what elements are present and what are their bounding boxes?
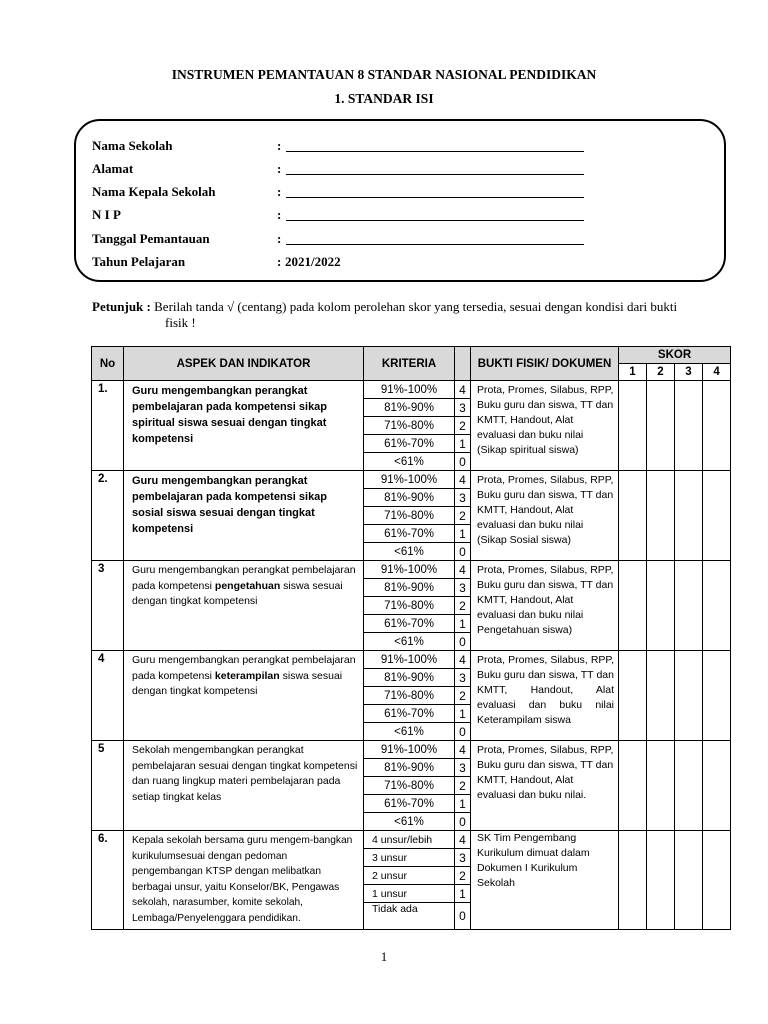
instructions bbox=[92, 299, 737, 331]
kriteria-score: 1 bbox=[455, 885, 471, 903]
kriteria-cell: 71%-80% bbox=[364, 687, 455, 705]
kriteria-cell: 91%-100% bbox=[364, 561, 455, 579]
info-label: N I P bbox=[92, 207, 121, 222]
row-number: 6. bbox=[92, 831, 124, 930]
skor-4-cell[interactable] bbox=[703, 381, 731, 471]
kriteria-cell: 91%-100% bbox=[364, 741, 455, 759]
skor-1-cell[interactable] bbox=[619, 741, 647, 831]
aspek-emphasis: pengetahuan bbox=[214, 579, 281, 592]
info-label: Tahun Pelajaran bbox=[92, 254, 186, 269]
skor-4-cell[interactable] bbox=[703, 471, 731, 561]
kriteria-score: 0 bbox=[455, 453, 471, 471]
tahun-value: 2021/2022 bbox=[285, 254, 341, 269]
kriteria-score: 4 bbox=[455, 561, 471, 579]
row-bukti: Prota, Promes, Silabus, RPP, Buku guru dan siswa, TT dan KMTT, Handout, Alat evaluasi dan buku nilai. bbox=[471, 741, 619, 831]
kriteria-score: 4 bbox=[455, 651, 471, 669]
table-row bbox=[92, 381, 731, 399]
row-aspek bbox=[124, 651, 364, 741]
kriteria-cell: <61% bbox=[364, 453, 455, 471]
skor-2-cell[interactable] bbox=[647, 471, 675, 561]
kriteria-cell: 71%-80% bbox=[364, 507, 455, 525]
kriteria-score: 2 bbox=[455, 417, 471, 435]
kriteria-cell: 71%-80% bbox=[364, 597, 455, 615]
document-subtitle: 1. STANDAR ISI bbox=[334, 91, 434, 106]
kriteria-score: 0 bbox=[455, 813, 471, 831]
kriteria-score: 1 bbox=[455, 705, 471, 723]
row-number: 4 bbox=[92, 651, 124, 741]
kriteria-score: 1 bbox=[455, 525, 471, 543]
row-aspek: Kepala sekolah bersama guru mengem-bangkan kurikulumsesuai dengan pedoman pengembangan KTSP dengan melibatkan berbagai unsur, yaitu Konselor/BK, Pengawas sekolah, narasumber, komite sekolah, Lembaga/Penyelenggara pendidikan. bbox=[124, 831, 364, 930]
fill-line[interactable] bbox=[286, 244, 584, 245]
kriteria-cell: 81%-90% bbox=[364, 489, 455, 507]
kriteria-cell: 61%-70% bbox=[364, 795, 455, 813]
fill-line[interactable] bbox=[286, 174, 584, 175]
fill-line[interactable] bbox=[286, 151, 584, 152]
table-row bbox=[92, 741, 731, 759]
kriteria-cell: 81%-90% bbox=[364, 399, 455, 417]
kriteria-score: 4 bbox=[455, 381, 471, 399]
kriteria-score: 0 bbox=[455, 543, 471, 561]
kriteria-score: 3 bbox=[455, 399, 471, 417]
aspek-text: Guru mengembangkan perangkat pembelajaran pada kompetensi bbox=[132, 564, 356, 592]
fill-line[interactable] bbox=[286, 197, 584, 198]
header-kriteria: KRITERIA bbox=[364, 347, 455, 381]
monitoring-table bbox=[91, 346, 731, 930]
kriteria-cell: <61% bbox=[364, 543, 455, 561]
kriteria-score: 0 bbox=[455, 633, 471, 651]
kriteria-cell: 61%-70% bbox=[364, 615, 455, 633]
kriteria-cell: 61%-70% bbox=[364, 525, 455, 543]
skor-1-cell[interactable] bbox=[619, 471, 647, 561]
skor-3-cell[interactable] bbox=[675, 651, 703, 741]
header-no: No bbox=[92, 347, 124, 381]
skor-4-cell[interactable] bbox=[703, 831, 731, 930]
row-aspek bbox=[124, 561, 364, 651]
row-number: 3 bbox=[92, 561, 124, 651]
kriteria-cell: 61%-70% bbox=[364, 435, 455, 453]
kriteria-score: 1 bbox=[455, 435, 471, 453]
fill-line[interactable] bbox=[286, 220, 584, 221]
skor-2-cell[interactable] bbox=[647, 651, 675, 741]
kriteria-cell: 3 unsur bbox=[364, 849, 455, 867]
row-bukti: SK Tim Pengembang Kurikulum dimuat dalam Dokumen I Kurikulum Sekolah bbox=[471, 831, 619, 930]
info-colon: : bbox=[277, 207, 282, 222]
kriteria-cell: 4 unsur/lebih bbox=[364, 831, 455, 849]
kriteria-score: 4 bbox=[455, 741, 471, 759]
skor-1-cell[interactable] bbox=[619, 831, 647, 930]
skor-4-cell[interactable] bbox=[703, 561, 731, 651]
kriteria-cell: 71%-80% bbox=[364, 417, 455, 435]
kriteria-cell: 91%-100% bbox=[364, 651, 455, 669]
info-label: Nama Sekolah bbox=[92, 138, 173, 153]
kriteria-cell: <61% bbox=[364, 723, 455, 741]
header-bukti: BUKTI FISIK/ DOKUMEN bbox=[471, 347, 619, 381]
kriteria-cell: 71%-80% bbox=[364, 777, 455, 795]
header-skor-3: 3 bbox=[675, 364, 703, 381]
info-colon: : bbox=[277, 231, 282, 246]
table-row bbox=[92, 561, 731, 579]
row-bukti: Prota, Promes, Silabus, RPP, Buku guru dan siswa, TT dan KMTT, Handout, Alat evaluasi dan buku nilai Pengetahuan siswa) bbox=[471, 561, 619, 651]
kriteria-score: 3 bbox=[455, 489, 471, 507]
skor-4-cell[interactable] bbox=[703, 741, 731, 831]
table-row bbox=[92, 471, 731, 489]
info-colon: : bbox=[277, 161, 282, 176]
aspek-text-end: siswa sesuai dengan tingkat kompetensi bbox=[132, 669, 343, 697]
skor-2-cell[interactable] bbox=[647, 741, 675, 831]
kriteria-score: 3 bbox=[455, 849, 471, 867]
info-label: Alamat bbox=[92, 161, 134, 176]
skor-3-cell[interactable] bbox=[675, 381, 703, 471]
page-number: 1 bbox=[380, 949, 388, 964]
kriteria-cell: 81%-90% bbox=[364, 759, 455, 777]
kriteria-cell: 2 unsur bbox=[364, 867, 455, 885]
row-bukti: Prota, Promes, Silabus, RPP, Buku guru dan siswa, TT dan KMTT, Handout, Alat evaluasi dan buku nilai Keterampilam siswa bbox=[471, 651, 619, 741]
kriteria-score: 1 bbox=[455, 795, 471, 813]
row-number: 5 bbox=[92, 741, 124, 831]
row-number: 2. bbox=[92, 471, 124, 561]
kriteria-cell: <61% bbox=[364, 633, 455, 651]
kriteria-score: 2 bbox=[455, 597, 471, 615]
header-kriteria-score bbox=[455, 347, 471, 381]
info-label: Tanggal Pemantauan bbox=[92, 231, 210, 246]
kriteria-score: 0 bbox=[455, 723, 471, 741]
skor-3-cell[interactable] bbox=[675, 741, 703, 831]
instructions-text-2: fisik ! bbox=[165, 315, 196, 330]
info-colon: : bbox=[277, 184, 282, 199]
row-number: 1. bbox=[92, 381, 124, 471]
kriteria-score: 3 bbox=[455, 759, 471, 777]
kriteria-score: 2 bbox=[455, 867, 471, 885]
skor-1-cell[interactable] bbox=[619, 381, 647, 471]
row-bukti: Prota, Promes, Silabus, RPP, Buku guru dan siswa, TT dan KMTT, Handout, Alat evaluasi dan buku nilai (Sikap Sosial siswa) bbox=[471, 471, 619, 561]
row-aspek: Guru mengembangkan perangkat pembelajaran pada kompetensi sikap spiritual siswa sesuai dengan tingkat kompetensi bbox=[124, 381, 364, 471]
kriteria-score: 3 bbox=[455, 669, 471, 687]
info-colon: : bbox=[277, 254, 282, 269]
kriteria-cell: 61%-70% bbox=[364, 705, 455, 723]
skor-1-cell[interactable] bbox=[619, 651, 647, 741]
row-aspek: Sekolah mengembangkan perangkat pembelajaran sesuai dengan tingkat kompetensi dan ruang lingkup materi pembelajaran pada setiap tingkat kelas bbox=[124, 741, 364, 831]
header-skor: SKOR bbox=[619, 347, 731, 364]
header-skor-2: 2 bbox=[647, 364, 675, 381]
kriteria-cell: 81%-90% bbox=[364, 669, 455, 687]
kriteria-score: 2 bbox=[455, 777, 471, 795]
kriteria-cell: <61% bbox=[364, 813, 455, 831]
skor-2-cell[interactable] bbox=[647, 381, 675, 471]
kriteria-cell: 91%-100% bbox=[364, 471, 455, 489]
info-colon: : bbox=[277, 138, 282, 153]
kriteria-cell: 81%-90% bbox=[364, 579, 455, 597]
kriteria-score: 2 bbox=[455, 507, 471, 525]
document-title: INSTRUMEN PEMANTAUAN 8 STANDAR NASIONAL PENDIDIKAN bbox=[171, 67, 597, 82]
kriteria-score: 0 bbox=[455, 903, 471, 930]
skor-1-cell[interactable] bbox=[619, 561, 647, 651]
kriteria-score: 1 bbox=[455, 615, 471, 633]
kriteria-score: 4 bbox=[455, 831, 471, 849]
skor-3-cell[interactable] bbox=[675, 561, 703, 651]
aspek-text-end: siswa sesuai dengan tingkat kompetensi bbox=[132, 579, 343, 607]
skor-3-cell[interactable] bbox=[675, 831, 703, 930]
aspek-emphasis: keterampilan bbox=[214, 669, 280, 682]
row-bukti: Prota, Promes, Silabus, RPP, Buku guru dan siswa, TT dan KMTT, Handout, Alat evaluasi dan buku nilai (Sikap spiritual siswa) bbox=[471, 381, 619, 471]
kriteria-cell: Tidak ada bbox=[364, 903, 455, 930]
header-skor-1: 1 bbox=[619, 364, 647, 381]
table-row bbox=[92, 831, 731, 849]
skor-2-cell[interactable] bbox=[647, 561, 675, 651]
aspek-text: Guru mengembangkan perangkat pembelajaran pada kompetensi bbox=[132, 654, 356, 682]
table-row bbox=[92, 651, 731, 669]
kriteria-cell: 1 unsur bbox=[364, 885, 455, 903]
kriteria-cell: 91%-100% bbox=[364, 381, 455, 399]
skor-2-cell[interactable] bbox=[647, 831, 675, 930]
row-aspek: Guru mengembangkan perangkat pembelajaran pada kompetensi sikap sosial siswa sesuai dengan tingkat kompetensi bbox=[124, 471, 364, 561]
info-label: Nama Kepala Sekolah bbox=[92, 184, 216, 199]
instructions-label: Petunjuk : bbox=[92, 299, 151, 314]
kriteria-score: 3 bbox=[455, 579, 471, 597]
skor-4-cell[interactable] bbox=[703, 651, 731, 741]
kriteria-score: 2 bbox=[455, 687, 471, 705]
kriteria-score: 4 bbox=[455, 471, 471, 489]
skor-3-cell[interactable] bbox=[675, 471, 703, 561]
header-skor-4: 4 bbox=[703, 364, 731, 381]
header-aspek: ASPEK DAN INDIKATOR bbox=[124, 347, 364, 381]
instructions-text: Berilah tanda √ (centang) pada kolom perolehan skor yang tersedia, sesuai dengan kondisi dari bukti bbox=[154, 299, 678, 314]
